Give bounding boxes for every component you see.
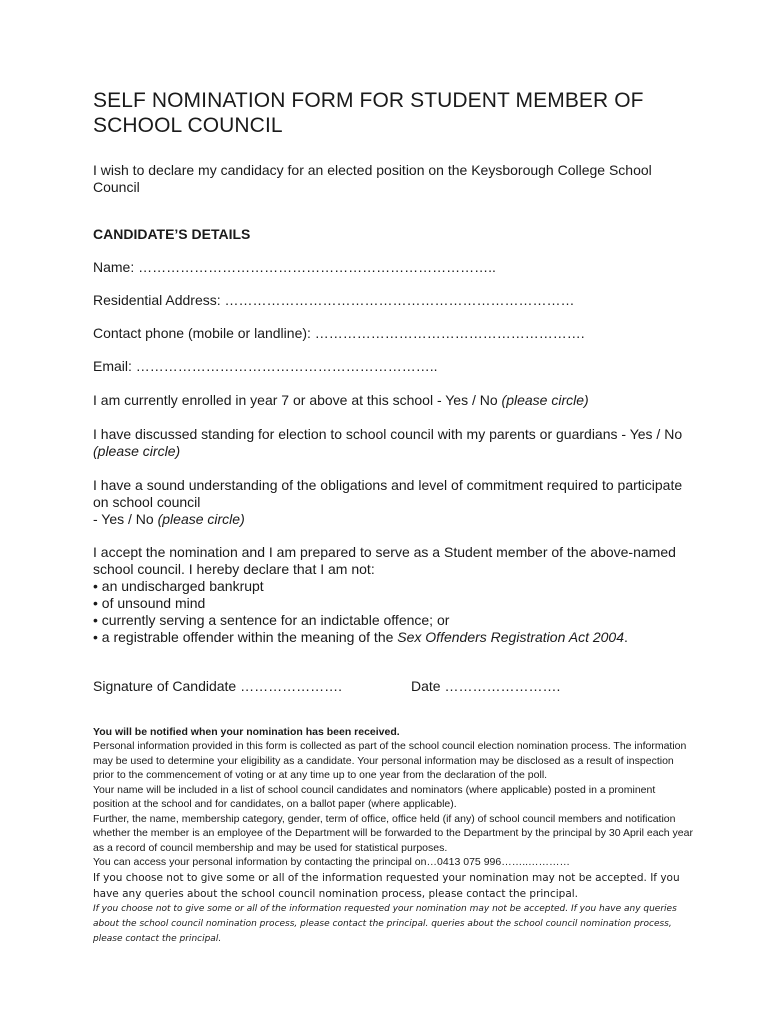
accept-statement <box>93 544 693 646</box>
privacy-notice <box>93 739 693 870</box>
accept-text: I accept the nomination and I am prepared to serve as a Student member of the above-named school council. I hereby declare that I am not: <box>93 544 676 577</box>
address-field: Residential Address: ………………………………………………………………… <box>93 292 575 308</box>
name-field: Name: ………………………………………………………………….. <box>93 259 496 275</box>
intro-text: I wish to declare my candidacy for an elected position on the Keysborough College School Council <box>93 162 652 195</box>
notice-paragraph: Your name will be included in a list of school council candidates and nominators (where applicable) posted in a prominent position at the school and for candidates, on a ballot paper (where applicable). <box>93 783 656 810</box>
discussed-statement <box>93 426 693 460</box>
list-item: • currently serving a sentence for an indictable offence; or <box>93 612 450 628</box>
understanding-answer: - Yes / No <box>93 511 158 527</box>
notice-paragraph: You can access your personal information by contacting the principal on…0413 075 996……..………… <box>93 856 571 868</box>
understanding-statement <box>93 477 693 528</box>
enrolled-statement <box>93 392 693 409</box>
act-name: Sex Offenders Registration Act 2004 <box>397 629 624 645</box>
notice-paragraph: Further, the name, membership category, gender, term of office, office held (if any) of school council members and notification whether the member is an employee of the Department will be forwarded to the Department by the principal by 30 April each year as a record of council membership and may be used for statistical purposes. <box>93 812 693 854</box>
signature-row <box>93 678 693 695</box>
understanding-text: I have a sound understanding of the obligations and level of commitment required to participate on school council <box>93 477 683 510</box>
understanding-answer-line <box>93 511 693 528</box>
discussed-note: (please circle) <box>93 443 181 459</box>
notice-heading: You will be notified when your nomination has been received. <box>93 726 400 738</box>
bullet-text: • a registrable offender within the meaning of the <box>93 629 398 645</box>
candidate-details-heading: CANDIDATE’S DETAILS <box>93 226 251 242</box>
page-title: SELF NOMINATION FORM FOR STUDENT MEMBER OF SCHOOL COUNCIL <box>93 89 644 137</box>
list-item: • an undischarged bankrupt <box>93 578 264 594</box>
date-field: Date ……………………. <box>411 678 561 694</box>
nomination-form <box>93 88 693 947</box>
notice-italic: If you choose not to give some or all of the information requested your nomination may not be accepted. If you have any queries about the school council nomination process, please contact the principal. queries about the school council nomination process, please contact the principal. <box>93 903 677 944</box>
notice-extra: If you choose not to give some or all of the information requested your nomination may not be accepted. If you have any queries about the school council nomination process, please contact the principal. <box>93 871 680 900</box>
discussed-text: I have discussed standing for election to school council with my parents or guardians - Yes / No <box>93 426 683 442</box>
declaration-list <box>93 578 693 646</box>
list-item <box>93 629 693 646</box>
act-end: . <box>624 629 628 645</box>
enrolled-text: I am currently enrolled in year 7 or above at this school - Yes / No <box>93 392 502 408</box>
list-item: • of unsound mind <box>93 595 206 611</box>
enrolled-note: (please circle) <box>501 392 589 408</box>
understanding-note: (please circle) <box>157 511 245 527</box>
signature-field: Signature of Candidate …………………. <box>93 678 342 694</box>
phone-field: Contact phone (mobile or landline): …………………………………………………. <box>93 325 585 341</box>
email-field: Email: ……………………………………………………….. <box>93 358 438 374</box>
notice-paragraph: Personal information provided in this form is collected as part of the school council election nomination process. The information may be used to determine your eligibility as a candidate. Your personal information may be disclosed as a result of inspection prior to the commencement of voting or at any time up to one year from the declaration of the poll. <box>93 740 687 781</box>
